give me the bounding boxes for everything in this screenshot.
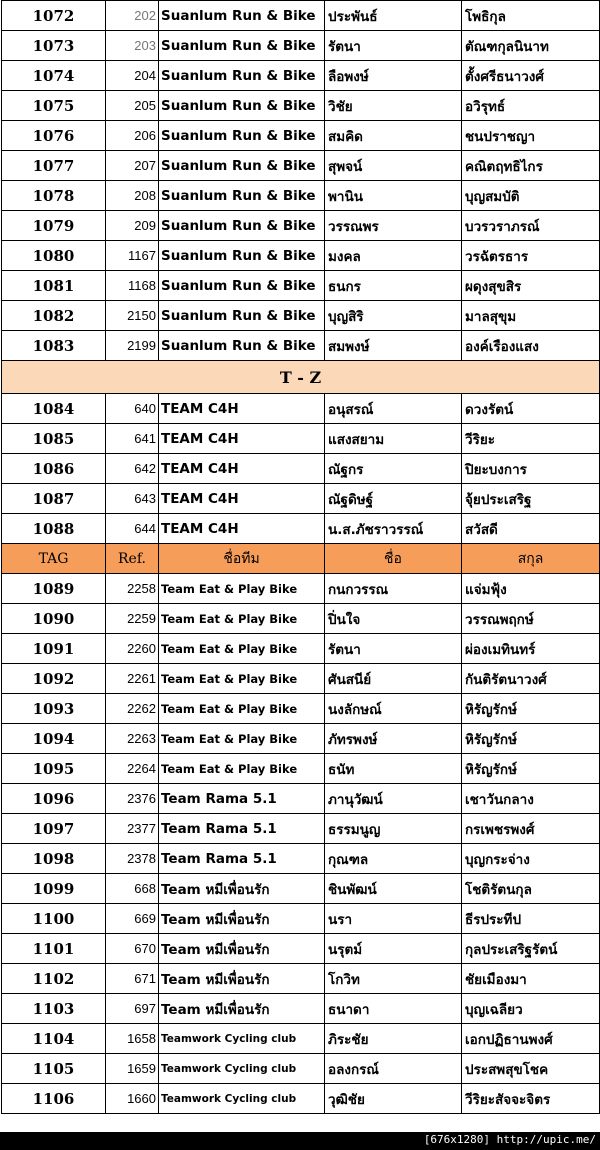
last-name-cell: เชาวันกลาง	[462, 784, 600, 814]
team-cell: Team Eat & Play Bike	[159, 604, 325, 634]
tag-cell: 1086	[2, 454, 106, 484]
last-name-cell: จุ้ยประเสริฐ	[462, 484, 600, 514]
ref-cell: 2260	[106, 634, 159, 664]
first-name-cell: ธนกร	[325, 271, 462, 301]
team-cell: Suanlum Run & Bike	[159, 151, 325, 181]
tag-cell: 1083	[2, 331, 106, 361]
last-name-cell: ชนปราชญา	[462, 121, 600, 151]
table-row	[2, 694, 600, 724]
table-row	[2, 814, 600, 844]
table-row	[2, 994, 600, 1024]
first-name-cell: รัตนา	[325, 31, 462, 61]
last-name-cell: บุญกระจ่าง	[462, 844, 600, 874]
first-name-cell: ธนาดา	[325, 994, 462, 1024]
ref-cell: 208	[106, 181, 159, 211]
team-cell: Suanlum Run & Bike	[159, 61, 325, 91]
team-cell: Team หมีเพื่อนรัก	[159, 964, 325, 994]
first-name-cell: วิชัย	[325, 91, 462, 121]
table-row	[2, 394, 600, 424]
first-name-cell: น.ส.ภัชราวรรณ์	[325, 514, 462, 544]
ref-cell: 203	[106, 31, 159, 61]
first-name-cell: นรา	[325, 904, 462, 934]
ref-cell: 1168	[106, 271, 159, 301]
ref-cell: 1658	[106, 1024, 159, 1054]
first-name-cell: วุฒิชัย	[325, 1084, 462, 1114]
table-row	[2, 664, 600, 694]
last-name-cell: องค์เรืองแสง	[462, 331, 600, 361]
team-cell: Suanlum Run & Bike	[159, 91, 325, 121]
table-row	[2, 484, 600, 514]
last-name-cell: ประสพสุขโชค	[462, 1054, 600, 1084]
ref-cell: 670	[106, 934, 159, 964]
table-row	[2, 844, 600, 874]
table-row	[2, 574, 600, 604]
last-name-cell: มาลสุขุม	[462, 301, 600, 331]
team-cell: Team Rama 5.1	[159, 784, 325, 814]
first-name-cell: แสงสยาม	[325, 424, 462, 454]
last-name-cell: หิรัญรักษ์	[462, 754, 600, 784]
section-title: T - Z	[2, 361, 600, 394]
first-name-cell: ณัฐกร	[325, 454, 462, 484]
table-row	[2, 91, 600, 121]
tag-cell: 1105	[2, 1054, 106, 1084]
first-name-cell: นรุตม์	[325, 934, 462, 964]
table-row	[2, 904, 600, 934]
team-cell: Team Eat & Play Bike	[159, 694, 325, 724]
tag-cell: 1072	[2, 1, 106, 31]
tag-cell: 1097	[2, 814, 106, 844]
ref-cell: 2262	[106, 694, 159, 724]
last-name-cell: โพธิกุล	[462, 1, 600, 31]
tag-cell: 1099	[2, 874, 106, 904]
first-name-cell: วรรณพร	[325, 211, 462, 241]
ref-cell: 1167	[106, 241, 159, 271]
ref-cell: 642	[106, 454, 159, 484]
table-row	[2, 604, 600, 634]
header-first-name: ชื่อ	[325, 544, 462, 574]
team-cell: Team Rama 5.1	[159, 844, 325, 874]
table-row	[2, 424, 600, 454]
tag-cell: 1084	[2, 394, 106, 424]
table-row	[2, 241, 600, 271]
first-name-cell: รัตนา	[325, 634, 462, 664]
tag-cell: 1076	[2, 121, 106, 151]
ref-cell: 1660	[106, 1084, 159, 1114]
team-cell: TEAM C4H	[159, 424, 325, 454]
ref-cell: 2199	[106, 331, 159, 361]
first-name-cell: สมคิด	[325, 121, 462, 151]
team-cell: Suanlum Run & Bike	[159, 181, 325, 211]
team-cell: Team หมีเพื่อนรัก	[159, 904, 325, 934]
table-row	[2, 454, 600, 484]
last-name-cell: แจ่มฟุ้ง	[462, 574, 600, 604]
ref-cell: 2259	[106, 604, 159, 634]
ref-cell: 643	[106, 484, 159, 514]
last-name-cell: หิรัญรักษ์	[462, 724, 600, 754]
tag-cell: 1101	[2, 934, 106, 964]
team-cell: Team Rama 5.1	[159, 814, 325, 844]
last-name-cell: กุลประเสริฐรัตน์	[462, 934, 600, 964]
ref-cell: 697	[106, 994, 159, 1024]
table-row	[2, 964, 600, 994]
last-name-cell: ตัณฑกุลนินาท	[462, 31, 600, 61]
tag-cell: 1098	[2, 844, 106, 874]
header-team: ชื่อทีม	[159, 544, 325, 574]
last-name-cell: วรรณพฤกษ์	[462, 604, 600, 634]
table-row	[2, 151, 600, 181]
ref-cell: 669	[106, 904, 159, 934]
tag-cell: 1077	[2, 151, 106, 181]
last-name-cell: วีริยะ	[462, 424, 600, 454]
last-name-cell: บวรวราภรณ์	[462, 211, 600, 241]
ref-cell: 204	[106, 61, 159, 91]
section-header-row	[2, 361, 600, 394]
team-cell: Team Eat & Play Bike	[159, 754, 325, 784]
last-name-cell: ผดุงสุขสิร	[462, 271, 600, 301]
last-name-cell: โชติรัตนกุล	[462, 874, 600, 904]
team-cell: Suanlum Run & Bike	[159, 241, 325, 271]
tag-cell: 1091	[2, 634, 106, 664]
team-cell: Team หมีเพื่อนรัก	[159, 994, 325, 1024]
first-name-cell: ปิ่นใจ	[325, 604, 462, 634]
ref-cell: 641	[106, 424, 159, 454]
first-name-cell: ภานุวัฒน์	[325, 784, 462, 814]
table-row	[2, 1084, 600, 1114]
ref-cell: 2377	[106, 814, 159, 844]
team-cell: Suanlum Run & Bike	[159, 121, 325, 151]
tag-cell: 1095	[2, 754, 106, 784]
last-name-cell: อวิรุทธ์	[462, 91, 600, 121]
last-name-cell: ชัยเมืองมา	[462, 964, 600, 994]
first-name-cell: ณัฐดิษฐ์	[325, 484, 462, 514]
tag-cell: 1104	[2, 1024, 106, 1054]
last-name-cell: ดวงรัตน์	[462, 394, 600, 424]
first-name-cell: บุญสิริ	[325, 301, 462, 331]
table-row	[2, 121, 600, 151]
tag-cell: 1079	[2, 211, 106, 241]
table-row	[2, 1, 600, 31]
team-cell: Team Eat & Play Bike	[159, 634, 325, 664]
team-cell: TEAM C4H	[159, 514, 325, 544]
first-name-cell: กุณฑล	[325, 844, 462, 874]
ref-cell: 668	[106, 874, 159, 904]
last-name-cell: ผ่องเมทินทร์	[462, 634, 600, 664]
last-name-cell: ตั้งศรีธนาวงศ์	[462, 61, 600, 91]
table-row	[2, 331, 600, 361]
registration-table	[1, 0, 600, 1114]
ref-cell: 2264	[106, 754, 159, 784]
tag-cell: 1073	[2, 31, 106, 61]
group-c4h	[2, 394, 600, 544]
team-cell: Team Eat & Play Bike	[159, 664, 325, 694]
tag-cell: 1087	[2, 484, 106, 514]
ref-cell: 671	[106, 964, 159, 994]
ref-cell: 2378	[106, 844, 159, 874]
first-name-cell: ประพันธ์	[325, 1, 462, 31]
first-name-cell: ศันสนีย์	[325, 664, 462, 694]
ref-cell: 2376	[106, 784, 159, 814]
ref-cell: 2261	[106, 664, 159, 694]
first-name-cell: ชินพัฒน์	[325, 874, 462, 904]
first-name-cell: โกวิท	[325, 964, 462, 994]
team-cell: Suanlum Run & Bike	[159, 211, 325, 241]
tag-cell: 1080	[2, 241, 106, 271]
first-name-cell: พานิน	[325, 181, 462, 211]
first-name-cell: อนุสรณ์	[325, 394, 462, 424]
tag-cell: 1085	[2, 424, 106, 454]
tag-cell: 1088	[2, 514, 106, 544]
table-row	[2, 61, 600, 91]
team-cell: Team หมีเพื่อนรัก	[159, 874, 325, 904]
table-row	[2, 754, 600, 784]
first-name-cell: อลงกรณ์	[325, 1054, 462, 1084]
last-name-cell: บุญสมบัติ	[462, 181, 600, 211]
table-row	[2, 1024, 600, 1054]
team-cell: Team หมีเพื่อนรัก	[159, 934, 325, 964]
tag-cell: 1090	[2, 604, 106, 634]
first-name-cell: มงคล	[325, 241, 462, 271]
first-name-cell: ธรรมนูญ	[325, 814, 462, 844]
table-row	[2, 31, 600, 61]
last-name-cell: กรเพชรพงศ์	[462, 814, 600, 844]
team-cell: Teamwork Cycling club	[159, 1054, 325, 1084]
column-header-row	[2, 544, 600, 574]
table-row	[2, 934, 600, 964]
team-cell: Team Eat & Play Bike	[159, 724, 325, 754]
tag-cell: 1103	[2, 994, 106, 1024]
first-name-cell: ลือพงษ์	[325, 61, 462, 91]
last-name-cell: วีริยะสัจจะจิตร	[462, 1084, 600, 1114]
first-name-cell: นงลักษณ์	[325, 694, 462, 724]
team-cell: Teamwork Cycling club	[159, 1084, 325, 1114]
last-name-cell: เอกปฏิธานพงศ์	[462, 1024, 600, 1054]
header-ref: Ref.	[106, 544, 159, 574]
team-cell: Suanlum Run & Bike	[159, 1, 325, 31]
team-cell: TEAM C4H	[159, 394, 325, 424]
tag-cell: 1082	[2, 301, 106, 331]
table-row	[2, 784, 600, 814]
header-tag: TAG	[2, 544, 106, 574]
table-row	[2, 211, 600, 241]
tag-cell: 1075	[2, 91, 106, 121]
ref-cell: 207	[106, 151, 159, 181]
ref-cell: 202	[106, 1, 159, 31]
table-row	[2, 1054, 600, 1084]
first-name-cell: ภัทรพงษ์	[325, 724, 462, 754]
group-suanlum	[2, 1, 600, 361]
last-name-cell: บุญเฉลียว	[462, 994, 600, 1024]
tag-cell: 1092	[2, 664, 106, 694]
first-name-cell: สมพงษ์	[325, 331, 462, 361]
table-row	[2, 181, 600, 211]
table-row	[2, 301, 600, 331]
ref-cell: 2150	[106, 301, 159, 331]
ref-cell: 2258	[106, 574, 159, 604]
ref-cell: 2263	[106, 724, 159, 754]
last-name-cell: วรฉัตรธาร	[462, 241, 600, 271]
team-cell: Team Eat & Play Bike	[159, 574, 325, 604]
tag-cell: 1074	[2, 61, 106, 91]
tag-cell: 1106	[2, 1084, 106, 1114]
tag-cell: 1102	[2, 964, 106, 994]
table-row	[2, 514, 600, 544]
table-row	[2, 724, 600, 754]
team-cell: TEAM C4H	[159, 454, 325, 484]
table-row	[2, 634, 600, 664]
ref-cell: 644	[106, 514, 159, 544]
image-host-footer	[0, 1132, 600, 1150]
team-cell: Suanlum Run & Bike	[159, 271, 325, 301]
last-name-cell: หิรัญรักษ์	[462, 694, 600, 724]
tag-cell: 1089	[2, 574, 106, 604]
tag-cell: 1100	[2, 904, 106, 934]
ref-cell: 206	[106, 121, 159, 151]
tag-cell: 1093	[2, 694, 106, 724]
team-cell: Suanlum Run & Bike	[159, 331, 325, 361]
team-cell: TEAM C4H	[159, 484, 325, 514]
tag-cell: 1081	[2, 271, 106, 301]
last-name-cell: คณิตฤทธิไกร	[462, 151, 600, 181]
ref-cell: 205	[106, 91, 159, 121]
tag-cell: 1096	[2, 784, 106, 814]
first-name-cell: สุพจน์	[325, 151, 462, 181]
team-cell: Suanlum Run & Bike	[159, 301, 325, 331]
first-name-cell: กนกวรรณ	[325, 574, 462, 604]
group-team-list	[2, 574, 600, 1114]
header-last-name: สกุล	[462, 544, 600, 574]
table-row	[2, 874, 600, 904]
table-row	[2, 271, 600, 301]
tag-cell: 1094	[2, 724, 106, 754]
tag-cell: 1078	[2, 181, 106, 211]
team-cell: Teamwork Cycling club	[159, 1024, 325, 1054]
team-cell: Suanlum Run & Bike	[159, 31, 325, 61]
ref-cell: 209	[106, 211, 159, 241]
first-name-cell: ภิระชัย	[325, 1024, 462, 1054]
first-name-cell: ธนัท	[325, 754, 462, 784]
last-name-cell: ปิยะบงการ	[462, 454, 600, 484]
last-name-cell: ธีรประทีป	[462, 904, 600, 934]
last-name-cell: กันติรัตนาวงศ์	[462, 664, 600, 694]
ref-cell: 1659	[106, 1054, 159, 1084]
ref-cell: 640	[106, 394, 159, 424]
footer-text: [676x1280] http://upic.me/	[423, 1133, 596, 1146]
last-name-cell: สวัสดี	[462, 514, 600, 544]
